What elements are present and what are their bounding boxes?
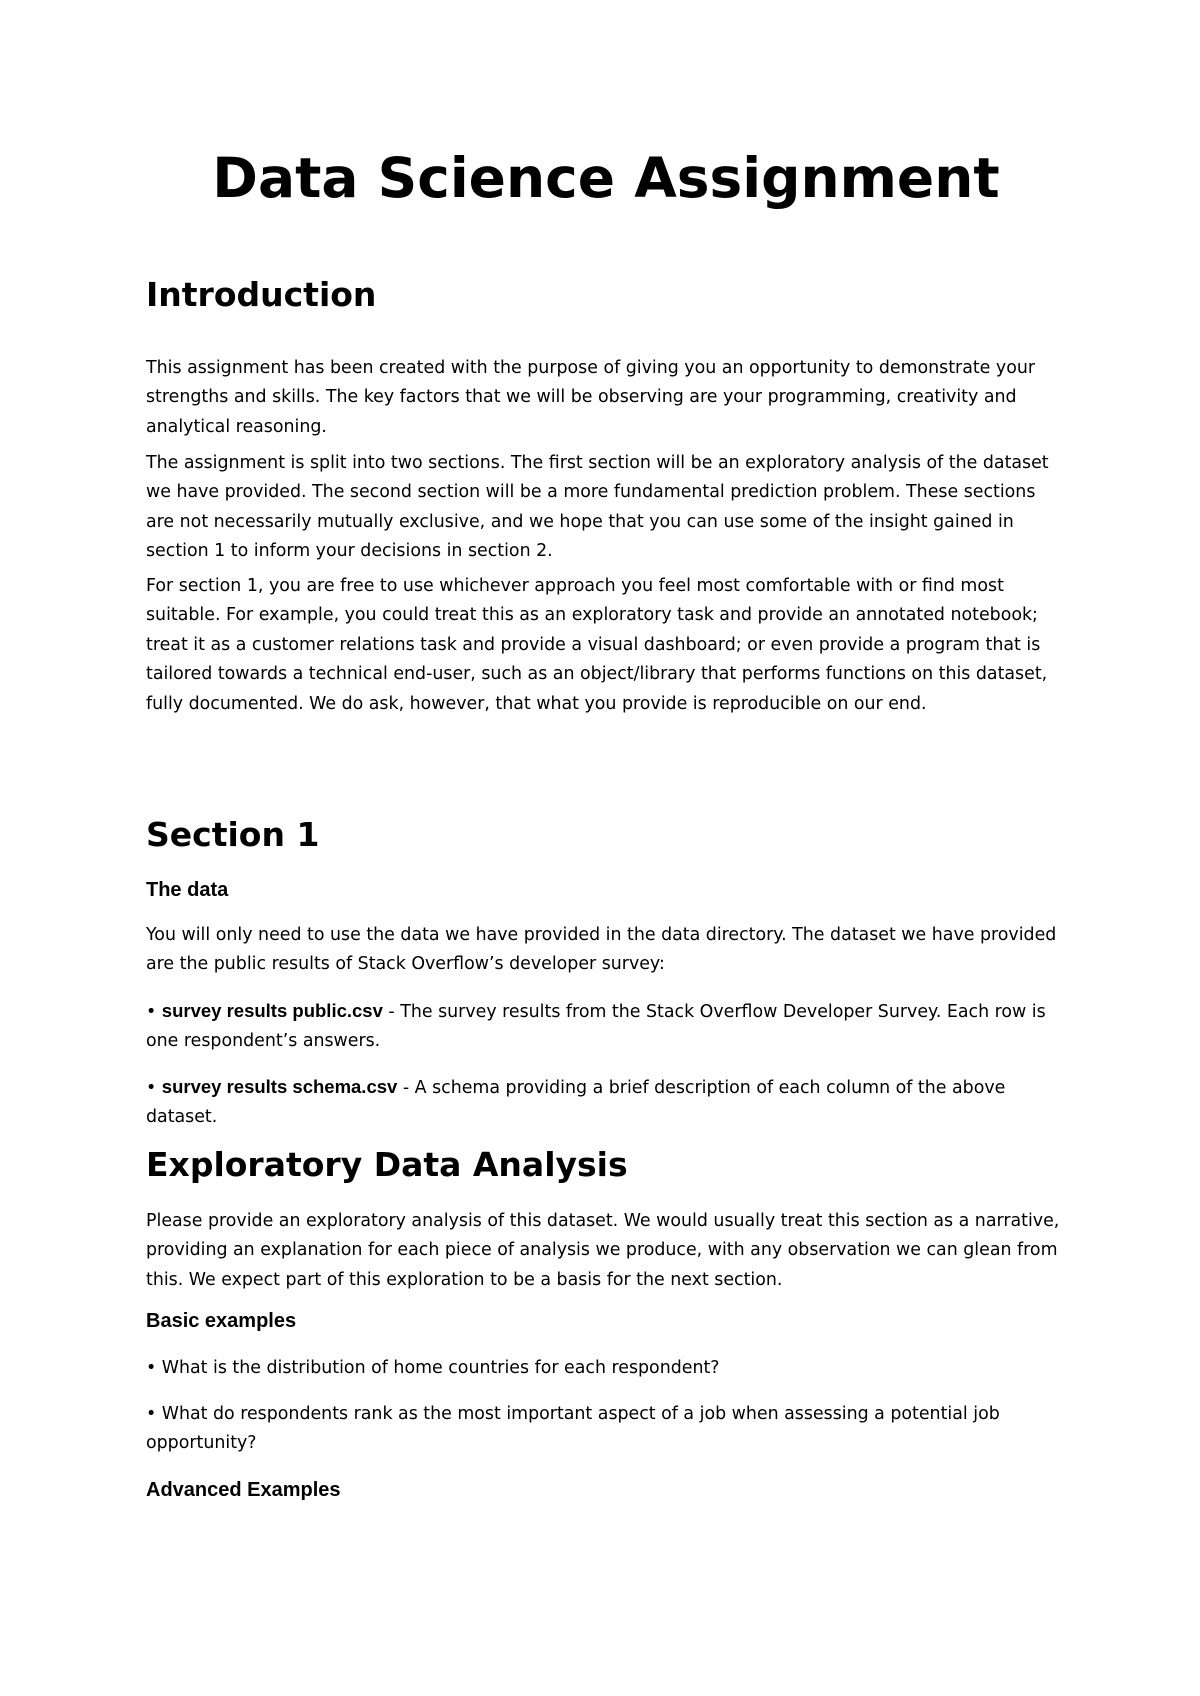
intro-paragraph-2: The assignment is split into two sections. The first section will be an exploratory analysis of the dataset we have provided. The second section will be a more fundamental prediction problem. These sections are not necessarily mutually exclusive, and we hope that you can use some of the insight gained in section 1 to inform your decisions in section 2. (146, 453, 1049, 562)
file-name: survey results public.csv (161, 1000, 383, 1021)
file-name: survey results schema.csv (161, 1076, 398, 1097)
document-title: Data Science Assignment (212, 146, 1000, 210)
advanced-examples-heading: Advanced Examples (146, 1479, 341, 1501)
bullet: • (146, 1002, 162, 1022)
introduction-heading: Introduction (146, 275, 377, 314)
file-item-schema (146, 1072, 1066, 1133)
basic-example-item: • What do respondents rank as the most important aspect of a job when assessing a potential job opportunity? (146, 1404, 1000, 1454)
file-item-public (146, 996, 1066, 1057)
bullet: • (146, 1078, 162, 1098)
intro-paragraph-1: This assignment has been created with the purpose of giving you an opportunity to demonstrate your strengths and skills. The key factors that we will be observing are your programming, creativity and analytical reasoning. (146, 358, 1036, 437)
basic-examples-heading: Basic examples (146, 1310, 297, 1332)
eda-paragraph: Please provide an exploratory analysis of this dataset. We would usually treat this section as a narrative, providing an explanation for each piece of analysis we produce, with any observation we can glean from this. We expect part of this exploration to be a basis for the next section. (146, 1211, 1060, 1290)
the-data-subheading: The data (146, 879, 229, 901)
section1-heading: Section 1 (146, 815, 320, 854)
basic-example-item: • What is the distribution of home countries for each respondent? (146, 1358, 720, 1378)
intro-paragraph-3: For section 1, you are free to use whichever approach you feel most comfortable with or find most suitable. For example, you could treat this as an exploratory task and provide an annotated notebook; treat it as a customer relations task and provide a visual dashboard; or even provide a program that is tailored towards a technical end-user, such as an object/library that performs functions on this dataset, fully documented. We do ask, however, that what you provide is reproducible on our end. (146, 576, 1048, 714)
data-paragraph: You will only need to use the data we have provided in the data directory. The dataset we have provided are the public results of Stack Overflow’s developer survey: (146, 925, 1057, 975)
file-description: - The survey results from the Stack Overflow Developer Survey. Each row is one respondent’s answers. (146, 1002, 1046, 1052)
eda-heading: Exploratory Data Analysis (146, 1145, 628, 1184)
file-description: - A schema providing a brief description of each column of the above dataset. (146, 1078, 1006, 1128)
